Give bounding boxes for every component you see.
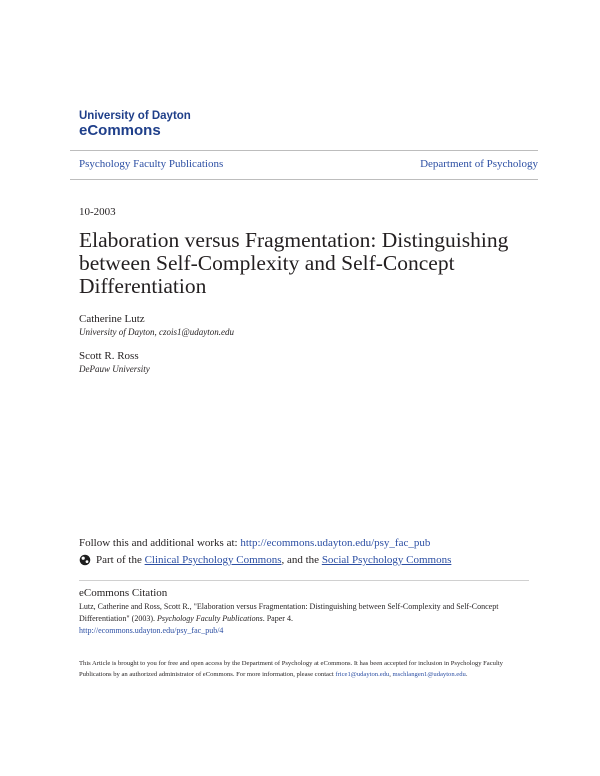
citation-rule	[79, 580, 529, 581]
contact-email-link[interactable]: mschlangen1@udayton.edu	[392, 671, 466, 678]
follow-line	[79, 537, 430, 549]
citation-text	[79, 601, 534, 637]
social-psychology-commons-link[interactable]: Social Psychology Commons	[321, 554, 452, 566]
follow-text: Follow this and additional works at:	[79, 537, 238, 549]
clinical-psychology-commons-link[interactable]: Clinical Psychology Commons	[144, 554, 282, 566]
notice-separator: ,	[389, 671, 391, 678]
header-top-rule	[70, 150, 538, 151]
collection-url-link[interactable]: http://ecommons.udayton.edu/psy_fac_pub	[240, 537, 431, 549]
university-name: University of Dayton	[79, 110, 191, 122]
and-the-text: , and the	[281, 554, 320, 566]
contact-email-link[interactable]: frice1@udayton.edu	[335, 671, 390, 678]
citation-paper-number: . Paper 4.	[262, 614, 293, 623]
part-of-text: Part of the	[96, 554, 142, 566]
author-affiliation: DePauw University	[79, 364, 150, 374]
access-notice	[79, 658, 534, 680]
department-link[interactable]: Department of Psychology	[420, 158, 538, 170]
citation-journal: Psychology Faculty Publications	[156, 614, 263, 623]
author-affiliation: University of Dayton, czois1@udayton.edu	[79, 327, 235, 337]
author-name: Scott R. Ross	[79, 350, 139, 362]
publication-date: 10-2003	[79, 206, 116, 218]
citation-heading: eCommons Citation	[79, 587, 168, 599]
notice-end: .	[465, 671, 468, 678]
series-link[interactable]: Psychology Faculty Publications	[79, 158, 224, 170]
header-bottom-rule	[70, 179, 538, 180]
ecommons-logo-text: eCommons	[79, 122, 161, 139]
notice-text: This Article is brought to you for free and open access by the Department of Psychology at eCommons. It has been accepted for inclusion in Psychology Faculty Publications by an authorized administrator of eCommons. For more information, please contact	[79, 660, 503, 678]
citation-body: Lutz, Catherine and Ross, Scott R., "Elaboration versus Fragmentation: Distinguishing between Self-Complexity and Self-Concept Differentiation" (2003).	[79, 602, 499, 623]
paper-title: Elaboration versus Fragmentation: Distinguishing between Self-Complexity and Self-Concept Differentiation	[79, 228, 509, 298]
network-icon	[79, 554, 91, 566]
citation-url-link[interactable]: http://ecommons.udayton.edu/psy_fac_pub/4	[79, 626, 224, 635]
part-of-line	[79, 554, 451, 566]
author-name: Catherine Lutz	[79, 313, 145, 325]
